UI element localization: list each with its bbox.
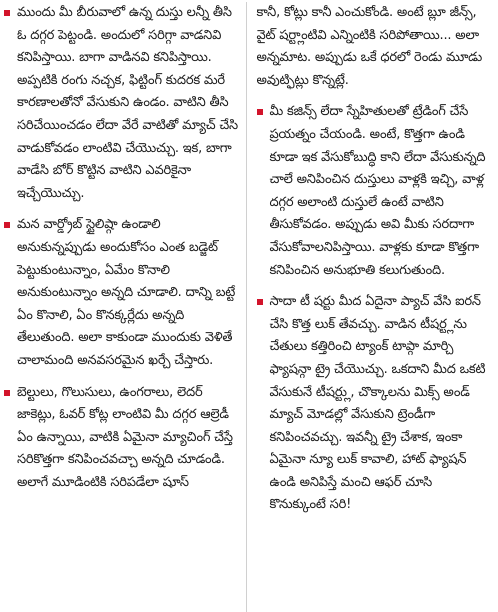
continued-paragraph (257, 2, 493, 92)
bullet-paragraph-3 (4, 382, 240, 495)
paragraph-text: ముందు మీ బీరువాలో ఉన్న దుస్తు లన్నీ తీసి ఓ దగ్గర పెట్టండి. అందులో సరిగ్గా వాడనివి కనిపిస్తాయి. బాగా వాడినవి కనిపిస్తాయి. అప్పటికి రంగు నచ్చక, ఫిట్టింగ్ కుదరక మరే కారణాలతోనో వేసుకుని ఉండం. వాటిని తీసి సరిచేయించడం లేదా వేరే వాటితో మ్యాచ్ చేసి వాడుకోవడం లాంటివి చేయొచ్చు. ఇక, బాగా వాడేసి బోర్ కొట్టిన వాటిని ఎవరికైనా ఇచ్చేయొచ్చు. (17, 5, 238, 201)
bullet-paragraph-4 (257, 101, 493, 282)
bullet-square-icon (4, 390, 10, 396)
paragraph-text: సాదా టీ షర్టు మీద ఏదైనా ప్యాచ్ వేసి ఐరన్ చేసి కొత్త లుక్ తేవచ్చు. వాడిన టీషర్ట్లను చేతులు కత్తిరించి ట్యాంక్ టాప్గా మార్చి ఫ్యాషన్గా ట్రై చేయొచ్చు. ఒకదాని మీద ఒకటి వేసుకునే టీషర్ట్లు, చొక్కాలను మిక్స్ అండ్ మ్యాచ్ మోడల్లో వేసుకుని ట్రెండీగా కనిపించవచ్చు. ఇవన్నీ ట్రై చేశాక, ఇంకా ఏమైనా న్యూ లుక్ కావాలి, హాట్ ఫ్యాషన్ ఉండి అనిపిస్తే మంచి ఆఫర్ చూసి కొనుక్కుంటే సరి! (269, 294, 486, 513)
right-column (257, 2, 493, 612)
bullet-paragraph-5 (257, 291, 493, 517)
bullet-square-icon (4, 10, 10, 16)
left-column (4, 2, 247, 612)
paragraph-text: బెల్టులు, గొలుసులు, ఉంగరాలు, లెదర్ జాకెట్లు, ఓవర్ కోట్ల లాంటివి మీ దగ్గర ఆల్రెడీ ఏం ఉన్నాయి, వాటికి ఏమైనా మ్యాచింగ్ చేస్తే సరికొత్తగా కనిపించవచ్చా అన్నది చూడండి. అలాగే మూడింటికి సరిపడేలా షూస్ (17, 384, 233, 490)
bullet-square-icon (4, 222, 10, 228)
bullet-paragraph-2 (4, 214, 240, 372)
bullet-paragraph-1 (4, 2, 240, 205)
paragraph-text: మన వార్డ్రోబ్ స్టైలిష్గా ఉండాలి అనుకున్నప్పుడు అందుకోసం ఎంత బడ్జెట్ పెట్టుకుంటున్నాం, ఏమేం కొనాలి అనుకుంటున్నాం అన్నది చూడాలి. దాన్ని బట్టే ఏం కొనాలి, ఏం కొనక్కర్లేదు అన్నది తేలుతుంది. అలా కాకుండా ముందుకు వెళితే చాలామంది అనవసరమైన ఖర్చే చేస్తారు. (17, 217, 236, 368)
paragraph-text: మీ కజిన్స్ లేదా స్నేహితులతో ట్రేడింగ్ చేసే ప్రయత్నం చేయండి. అంటే, కొత్తగా ఉండి కూడా ఇక వేసుకోబుద్ధి కాని లేదా వేసుకున్నది చాలే అనిపించిన దుస్తులు వాళ్లకి ఇచ్చి, వాళ్ల దగ్గర అలాంటి దుస్తులే ఉంటే వాటిని తీసుకోవడం. అప్పుడు అవి మీకు సరదాగా వేసుకోవాలనిపిస్తాయి. వాళ్లకు కూడా కొత్తగా కనిపించిన అనుభూతి కలుగుతుంది. (269, 104, 486, 278)
bullet-square-icon (257, 109, 263, 115)
bullet-square-icon (257, 299, 263, 305)
paragraph-text: కానీ, కోట్లు కానీ ఎంచుకోండి. అంటే బ్లూ జీన్స్, వైట్ షర్ట్లాంటివి ఎన్నింటికి సరిపోతాయి... అలా అన్నమాట. అప్పుడు ఒకే ధరలో రెండు మూడు అవుట్ఫిట్లు కొన్నట్లే. (256, 5, 483, 88)
